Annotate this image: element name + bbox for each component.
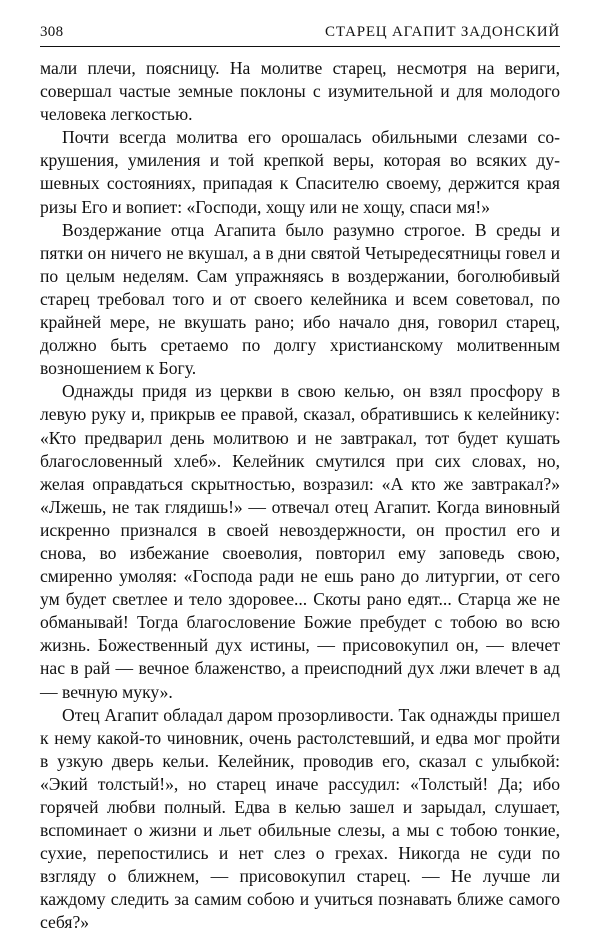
paragraph: Почти всегда молитва его орошалась обильными слезами сокрушения, умиления и той крепкой веры, которая во всяких душевных состояниях, припадая к Спасителю своему, держится края ризы Его и вопиет: «Господи, хощу или не хощу, спаси мя!» bbox=[40, 127, 560, 217]
book-page bbox=[40, 22, 560, 935]
paragraph: Отец Агапит обладал даром прозорливости. Так однажды пришел к нему какой-то чиновник, очень растолстевший, и едва мог пройти в узкую дверь кельи. Келейник, проводив его, сказал с улыбкой: «Экий толстый!», но старец иначе рассудил: «Толстый! Да; ибо горячей любви полный. Едва в келью зашел и зарыдал, слушает, вспоминает о жизни и льет обильные слезы, а мы с тобою тонкие, сухие, перепостились и нет слез о грехах. Никогда не суди по взгляду о ближнем, — присовокупил старец. — Не лучше ли каждому следить за самим собою и учиться познавать ближе самого себя?» bbox=[40, 704, 560, 933]
paragraph: мали плечи, поясницу. На молитве старец, несмотря на вериги, совершал частые земные поклоны с изумительной и для молодого человека легкостью. bbox=[40, 58, 560, 125]
page-number: 308 bbox=[40, 24, 64, 40]
paragraph: Однажды придя из церкви в свою келью, он взял просфору в левую руку и, прикрыв ее правой, сказал, обратившись к келейнику: «Кто предварил день молитвою и не завтракал, тот будет кушать благословенный хлеб». Келейник смутился при сих словах, но, желая оправдаться скрытностью, возразил: «А кто же завтракал?» «Лжешь, не так глядишь!» — отвечал отец Агапит. Когда виновный искренно признался в своей невоздержности, он простил его и снова, во избежание своеволия, повторил ему заповедь свою, смиренно умоляя: «Господа ради не ешь рано до литургии, от сего ум будет светлее и тело здоровее... Скоты рано едят... Старца же не обманывай! Тогда благословение Божие пребудет с тобою во всю жизнь. Божественный дух истины, — присовокупил он, — влечет нас в рай — вечное блаженство, а преисподний дух лжи влечет в ад — вечную муку». bbox=[40, 381, 560, 702]
body-text bbox=[40, 57, 560, 935]
running-header bbox=[40, 22, 560, 47]
running-title: СТАРЕЦ АГАПИТ ЗАДОНСКИЙ bbox=[325, 24, 560, 40]
paragraph: Воздержание отца Агапита было разумно строгое. В среды и пятки он ничего не вкушал, а в дни святой Четыредесятницы говел и по целым неделям. Сам упражняясь в воздержании, боголюбивый старец требовал того и от своего келейника и всем советовал, по крайней мере, не вкушать рано; ибо начало дня, говорил старец, должно быть сретаемо по долгу христианскому молитвенным возношением к Богу. bbox=[40, 219, 560, 379]
